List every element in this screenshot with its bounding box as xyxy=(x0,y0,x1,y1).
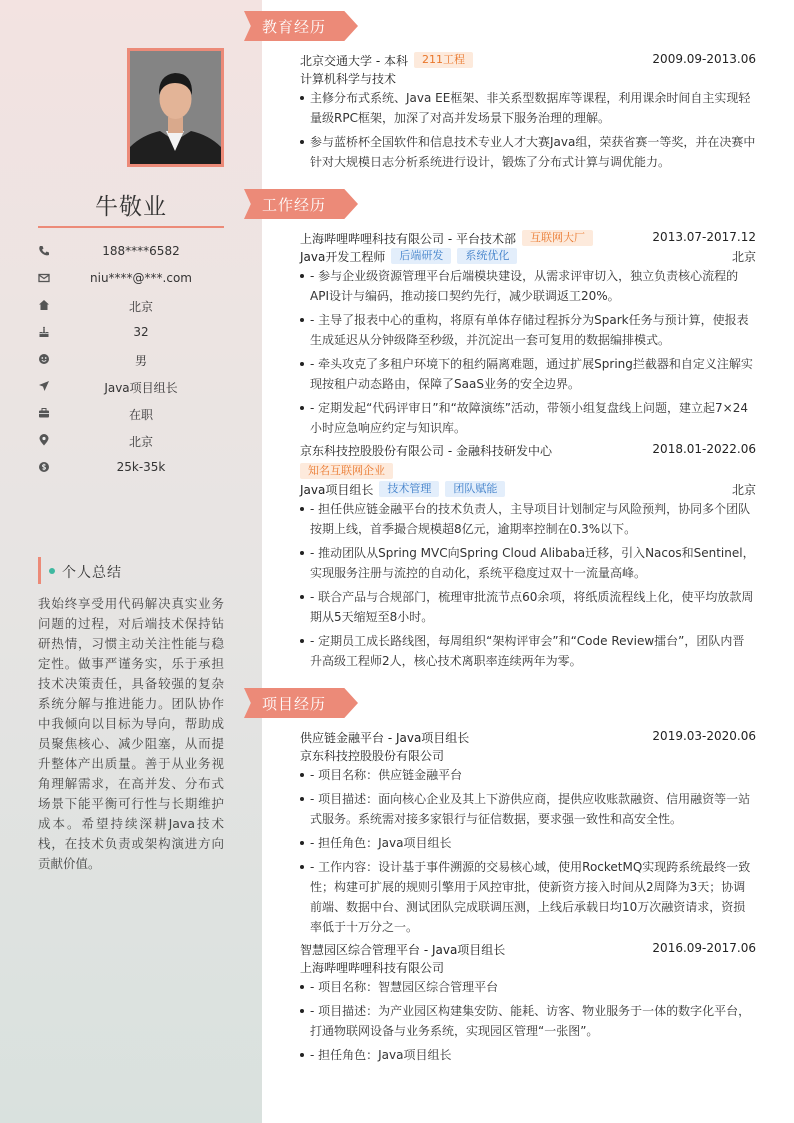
project-bullet: - 项目描述：为产业园区构建集安防、能耗、访客、物业服务于一体的数字化平台，打通物联网设备与业务系统，实现园区管理“一张图”。 xyxy=(300,1001,756,1041)
job-company-row xyxy=(300,230,756,248)
email-text: niu****@***.com xyxy=(90,271,192,285)
info-status xyxy=(38,405,224,425)
info-home xyxy=(38,297,224,317)
job-role: Java项目组长 xyxy=(300,483,374,497)
job-company: 京东科技控股股份有限公司 - 金融科技研发中心 xyxy=(300,444,552,458)
major: 计算机科学与技术 xyxy=(300,72,397,86)
job-role: Java开发工程师 xyxy=(300,250,386,264)
job-company-tag-row xyxy=(300,463,756,481)
mail-icon xyxy=(38,272,50,284)
work-heading xyxy=(244,189,358,219)
school-tag: 211工程 xyxy=(414,52,473,68)
status-text: 在职 xyxy=(128,408,153,422)
education-major-row xyxy=(300,70,756,88)
info-email xyxy=(38,270,224,290)
job-company: 上海哔哩哔哩科技有限公司 - 平台技术部 xyxy=(300,232,516,246)
project-name: 智慧园区综合管理平台 - Java项目组长 xyxy=(300,943,506,957)
phone-icon xyxy=(38,245,50,257)
age-text: 32 xyxy=(133,325,149,339)
location-pin-icon xyxy=(38,434,50,446)
education-date: 2009.09-2013.06 xyxy=(652,52,756,66)
phone-text: 188****6582 xyxy=(102,244,180,258)
education-heading xyxy=(244,11,358,41)
job-bullet: - 定期发起“代码评审日”和“故障演练”活动，带领小组复盘线上问题，建立起7×24小时应急响应约定与知识库。 xyxy=(300,398,756,438)
education-heading-label: 教育经历 xyxy=(262,18,327,36)
summary-text: 我始终享受用代码解决真实业务问题的过程，对后端技术保持钻研热情，习惯主动关注性能与稳定性。做事严谨务实，乐于承担技术决策责任，具备较强的复杂系统分解与推进能力。团队协作中我倾向以目标为导向，帮助成员聚焦核心、减少阻塞，从而提升整体产出质量。善于从业务视角理解需求，在高并发、分布式场景下能平衡可行性与长期维护成本。希望持续深耕Java技术栈，在技术负责或架构演进方向贡献价值。 xyxy=(38,596,224,871)
person-name: 牛敬业 xyxy=(95,194,167,220)
info-location xyxy=(38,432,224,452)
job-bullet: - 联合产品与合规部门，梳理审批流节点60余项，将纸质流程线上化，使平均放款周期从5天缩短至8小时。 xyxy=(300,587,756,627)
education-school-row xyxy=(300,52,756,70)
project-bullet: - 担任角色：Java项目组长 xyxy=(300,1045,756,1065)
project-company-row xyxy=(300,747,756,765)
info-phone xyxy=(38,243,224,263)
project-company: 上海哔哩哔哩科技有限公司 xyxy=(300,961,445,975)
project-bullet: - 担任角色：Java项目组长 xyxy=(300,833,756,853)
summary-heading-label: 个人总结 xyxy=(62,565,122,581)
job-city: 北京 xyxy=(731,250,756,264)
info-gender xyxy=(38,351,224,371)
projects-heading xyxy=(244,688,358,718)
work-heading-label: 工作经历 xyxy=(262,196,327,214)
send-icon xyxy=(38,380,50,392)
person-portrait-icon xyxy=(130,51,221,164)
project-bullet: - 项目名称：智慧园区综合管理平台 xyxy=(300,977,756,997)
home-text: 北京 xyxy=(128,300,153,314)
education-bullet: 参与蓝桥杯全国软件和信息技术专业人才大赛Java组，荣获省赛一等奖，并在决赛中针对大规模日志分析系统进行设计，锻炼了分布式计算与调优能力。 xyxy=(300,132,756,172)
gender-icon xyxy=(38,353,50,365)
position-text: Java项目组长 xyxy=(104,381,178,395)
job-bullet: - 参与企业级资源管理平台后端模块建设，从需求评审切入，独立负责核心流程的API设计与编码，推动接口契约先行，减少联调返工20%。 xyxy=(300,266,756,306)
info-salary xyxy=(38,459,224,479)
salary-icon xyxy=(38,461,50,473)
school-name: 北京交通大学 - 本科 xyxy=(300,54,408,68)
job-bullet: - 定期员工成长路线图，每周组织“架构评审会”和“Code Review擂台”，团队内晋升高级工程师2人，核心技术离职率连续两年为零。 xyxy=(300,631,756,671)
project-date: 2016.09-2017.06 xyxy=(652,941,756,955)
job-bullet: - 牵头攻克了多租户环境下的租约隔离难题，通过扩展Spring拦截器和自定义注解实现按租户动态路由，保障了SaaS业务的安全边界。 xyxy=(300,354,756,394)
job-tag: 后端研发 xyxy=(391,248,451,264)
project-bullet: - 工作内容：设计基于事件溯源的交易核心域，使用RocketMQ实现跨系统最终一致性；构建可扩展的规则引擎用于风控审批，使新资方接入时间从2周降为3天；协调前端、数据中台、测试团队完成联调压测，上线后承载日均10万次融资请求，资损率低于十万分之一。 xyxy=(300,857,756,937)
summary-heading xyxy=(38,557,134,584)
job-role-row xyxy=(300,481,756,499)
company-tag: 知名互联网企业 xyxy=(300,463,393,479)
projects-heading-label: 项目经历 xyxy=(262,695,327,713)
project-name: 供应链金融平台 - Java项目组长 xyxy=(300,731,470,745)
info-position xyxy=(38,378,224,398)
summary-heading-dot xyxy=(49,568,55,574)
job-role-row xyxy=(300,248,756,266)
briefcase-icon xyxy=(38,407,50,419)
salary-text: 25k-35k xyxy=(116,460,166,474)
job-tag: 技术管理 xyxy=(379,481,439,497)
job-company-row xyxy=(300,442,756,460)
project-date: 2019.03-2020.06 xyxy=(652,729,756,743)
info-age xyxy=(38,324,224,344)
job-bullet: - 主导了报表中心的重构，将原有单体存储过程拆分为Spark任务与预计算，使报表生成延迟从分钟级降至秒级，并沉淀出一套可复用的数据编排模式。 xyxy=(300,310,756,350)
project-name-row xyxy=(300,729,756,747)
name-divider xyxy=(38,226,224,228)
project-name-row xyxy=(300,941,756,959)
job-tag: 系统优化 xyxy=(457,248,517,264)
job-date: 2018.01-2022.06 xyxy=(652,442,756,456)
job-city: 北京 xyxy=(731,483,756,497)
home-icon xyxy=(38,299,50,311)
location-text: 北京 xyxy=(128,435,153,449)
project-bullet: - 项目描述：面向核心企业及其上下游供应商，提供应收账款融资、信用融资等一站式服务。系统需对接多家银行与征信数据，要求强一致性和高安全性。 xyxy=(300,789,756,829)
job-date: 2013.07-2017.12 xyxy=(652,230,756,244)
project-company: 京东科技控股股份有限公司 xyxy=(300,749,445,763)
job-bullet: - 担任供应链金融平台的技术负责人，主导项目计划制定与风险预判，协同多个团队按期上线，首季撮合规模超8亿元，逾期率控制在0.3%以下。 xyxy=(300,499,756,539)
job-bullet: - 推动团队从Spring MVC向Spring Cloud Alibaba迁移，引入Nacos和Sentinel，实现服务注册与流控的自动化，系统平稳度过双十一流量高峰。 xyxy=(300,543,756,583)
company-tag: 互联网大厂 xyxy=(522,230,593,246)
education-bullet: 主修分布式系统、Java EE框架、非关系型数据库等课程，利用课余时间自主实现轻量级RPC框架，加深了对高并发场景下服务治理的理解。 xyxy=(300,88,756,128)
profile-photo xyxy=(127,48,224,167)
summary-heading-bar xyxy=(38,557,41,584)
project-company-row xyxy=(300,959,756,977)
gender-text: 男 xyxy=(134,354,147,368)
cake-icon xyxy=(38,326,50,338)
job-tag: 团队赋能 xyxy=(445,481,505,497)
project-bullet: - 项目名称：供应链金融平台 xyxy=(300,765,756,785)
